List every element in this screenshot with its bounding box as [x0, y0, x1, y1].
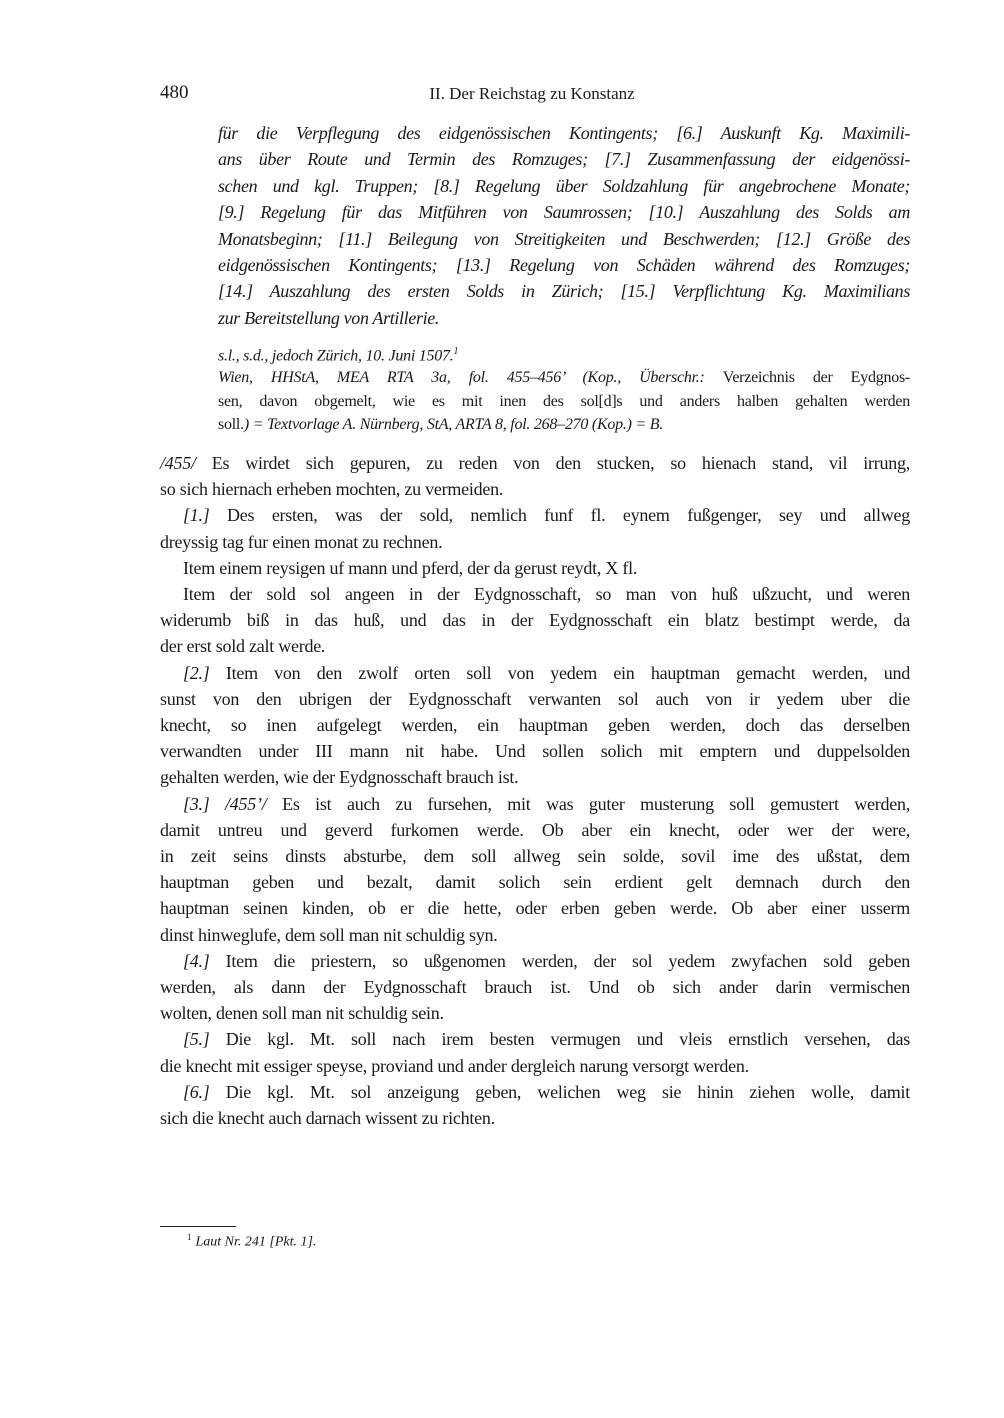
body-line [183, 502, 910, 528]
body-text: Es ist auch zu fursehen, mit was guter musterung soll gemustert werden, [282, 793, 910, 814]
body-text: Die kgl. Mt. soll nach irem besten vermugen und vleis ernstlich versehen, das [225, 1029, 910, 1050]
date-text: s.l., s.d., jedoch Zürich, 10. Juni 1507. [218, 347, 454, 365]
body-text: der erst sold zalt werde. [160, 636, 326, 657]
body-text: Die kgl. Mt. sol anzeigung geben, welichen weg sie hinin ziehen wolle, damit [225, 1081, 910, 1102]
body-line [183, 555, 910, 581]
body-line [160, 633, 910, 659]
body-line [160, 869, 910, 895]
body-line [160, 1053, 910, 1079]
section-marker: [3.] /455’/ [183, 793, 267, 814]
body-line [160, 974, 910, 1000]
body-text: sich die knecht auch darnach wissent zu richten. [160, 1108, 495, 1128]
body-text: in zeit seins dinsts absturbe, dem soll allweg sein solde, sovil ime des ußstat, dem [160, 846, 910, 866]
footnote-text: Laut Nr. 241 [Pkt. 1]. [195, 1234, 317, 1250]
footnote [187, 1232, 316, 1251]
body-text: die knecht mit essiger speyse, proviand und ander dergleich narung versorgt werden. [160, 1055, 749, 1076]
source-segment: Wien, HHStA, MEA RTA 3a, fol. 455–456’ (Kop., Überschr.: [218, 369, 723, 386]
body-text: Item einem reysigen uf mann und pferd, der da gerust reydt, X fl. [183, 557, 638, 578]
body-line [183, 660, 910, 686]
body-line [183, 791, 910, 817]
source-line [218, 413, 910, 436]
body-text: wolten, denen soll man nit schuldig sein. [160, 1003, 444, 1024]
page-number: 480 [160, 82, 189, 103]
body-text: dreyssig tag fur einen monat zu rechnen. [160, 531, 443, 552]
source-line [218, 390, 910, 413]
section-marker: [5.] [183, 1029, 210, 1050]
body-line [160, 607, 910, 633]
body-text: so sich hiernach erheben mochten, zu vermeiden. [160, 479, 504, 500]
body-text: sunst von den ubrigen der Eydgnosschaft verwanten sol auch von ir yedem uber die [160, 688, 910, 709]
section-marker: [1.] [183, 505, 210, 526]
body-line [160, 764, 910, 790]
body-line [160, 1000, 910, 1026]
running-title: II. Der Reichstag zu Konstanz [429, 84, 635, 103]
source-line [218, 366, 910, 389]
body-line [160, 712, 910, 738]
regest-line: [14.] Auszahlung des ersten Solds in Zürich; [15.] Verpflichtung Kg. Maximilians [218, 281, 910, 302]
source-segment: ) = Textvorlage A. Nürnberg, StA, ARTA 8, fol. 268–270 (Kop.) = B. [243, 416, 664, 433]
body-line [160, 817, 910, 843]
body-line [160, 476, 910, 502]
body-text: knecht, so inen aufgelegt werden, ein hauptman geben werden, doch das derselben [160, 715, 910, 735]
body-text: hauptman geben und bezalt, damit solich sein erdient gelt demnach durch den [160, 872, 910, 893]
body-line [183, 581, 910, 607]
body-line [160, 529, 910, 555]
body-line [160, 450, 910, 476]
footnote-divider [160, 1226, 236, 1227]
source-segment: Verzeichnis der Eydgnos- [722, 369, 911, 386]
body-text: Item von den zwolf orten soll von yedem ein hauptman gemacht werden, und [225, 662, 911, 683]
footnote-ref: 1 [453, 346, 459, 357]
document-date [218, 340, 910, 363]
body-line [160, 738, 910, 764]
source-segment: soll. [218, 416, 244, 433]
body-text: hauptman seinen kinden, ob er die hette, oder erben geben werde. Ob aber einer usserm [160, 898, 910, 919]
body-line [160, 686, 910, 712]
body-line [160, 1105, 910, 1131]
regest-line: ans über Route und Termin des Romzuges; [7.] Zusammenfassung der eidgenössi- [218, 149, 910, 170]
regest-line: eidgenössischen Kontingents; [13.] Regelung von Schäden während des Romzuges; [218, 255, 910, 275]
body-text: Item der sold sol angeen in der Eydgnosschaft, so man von huß ußzucht, und weren [183, 584, 910, 604]
section-marker: [4.] [183, 950, 210, 971]
regest-line: [9.] Regelung für das Mitführen von Saumrossen; [10.] Auszahlung des Solds am [218, 202, 910, 223]
body-text: widerumb biß in das huß, und das in der Eydgnosschaft ein blatz bestimpt werde, da [160, 610, 910, 631]
body-line [183, 1026, 910, 1052]
body-text: damit untreu und geverd furkomen werde. Ob aber ein knecht, oder wer der were, [160, 819, 910, 840]
source-segment: sen, davon obgemelt, wie es mit inen des sol[d]s und anders halben gehalten werden [218, 392, 910, 410]
regest-line: zur Bereitstellung von Artillerie. [218, 307, 440, 328]
body-text: dinst hinweglufe, dem soll man nit schuldig syn. [160, 924, 498, 945]
section-marker: /455/ [160, 453, 196, 473]
footnote-mark: 1 [187, 1232, 192, 1242]
body-text: Es wirdet sich gepuren, zu reden von den stucken, so hienach stand, vil irrung, [211, 453, 910, 473]
body-line [160, 895, 910, 921]
body-text: Des ersten, was der sold, nemlich funf fl. eynem fußgenger, sey und allweg [227, 505, 910, 526]
section-marker: [6.] [183, 1081, 210, 1102]
regest-line: für die Verpflegung des eidgenössischen Kontingents; [6.] Auskunft Kg. Maximili- [218, 123, 910, 143]
body-line [183, 948, 910, 974]
body-text: verwandten under III mann nit habe. Und sollen solich mit emptern und duppelsolden [160, 741, 910, 762]
body-line [183, 1079, 910, 1105]
body-line [160, 843, 910, 869]
body-text: werden, als dann der Eydgnosschaft brauch ist. Und ob sich ander darin vermischen [160, 977, 910, 997]
regest-line: Monatsbeginn; [11.] Beilegung von Streitigkeiten und Beschwerden; [12.] Größe des [218, 228, 910, 249]
body-text: gehalten werden, wie der Eydgnosschaft brauch ist. [160, 767, 519, 788]
regest-line: schen und kgl. Truppen; [8.] Regelung über Soldzahlung für angebrochene Monate; [218, 175, 910, 196]
section-marker: [2.] [183, 662, 210, 683]
body-text: Item die priestern, so ußgenomen werden, der sol yedem zwyfachen sold geben [225, 950, 910, 971]
body-line [160, 922, 910, 948]
